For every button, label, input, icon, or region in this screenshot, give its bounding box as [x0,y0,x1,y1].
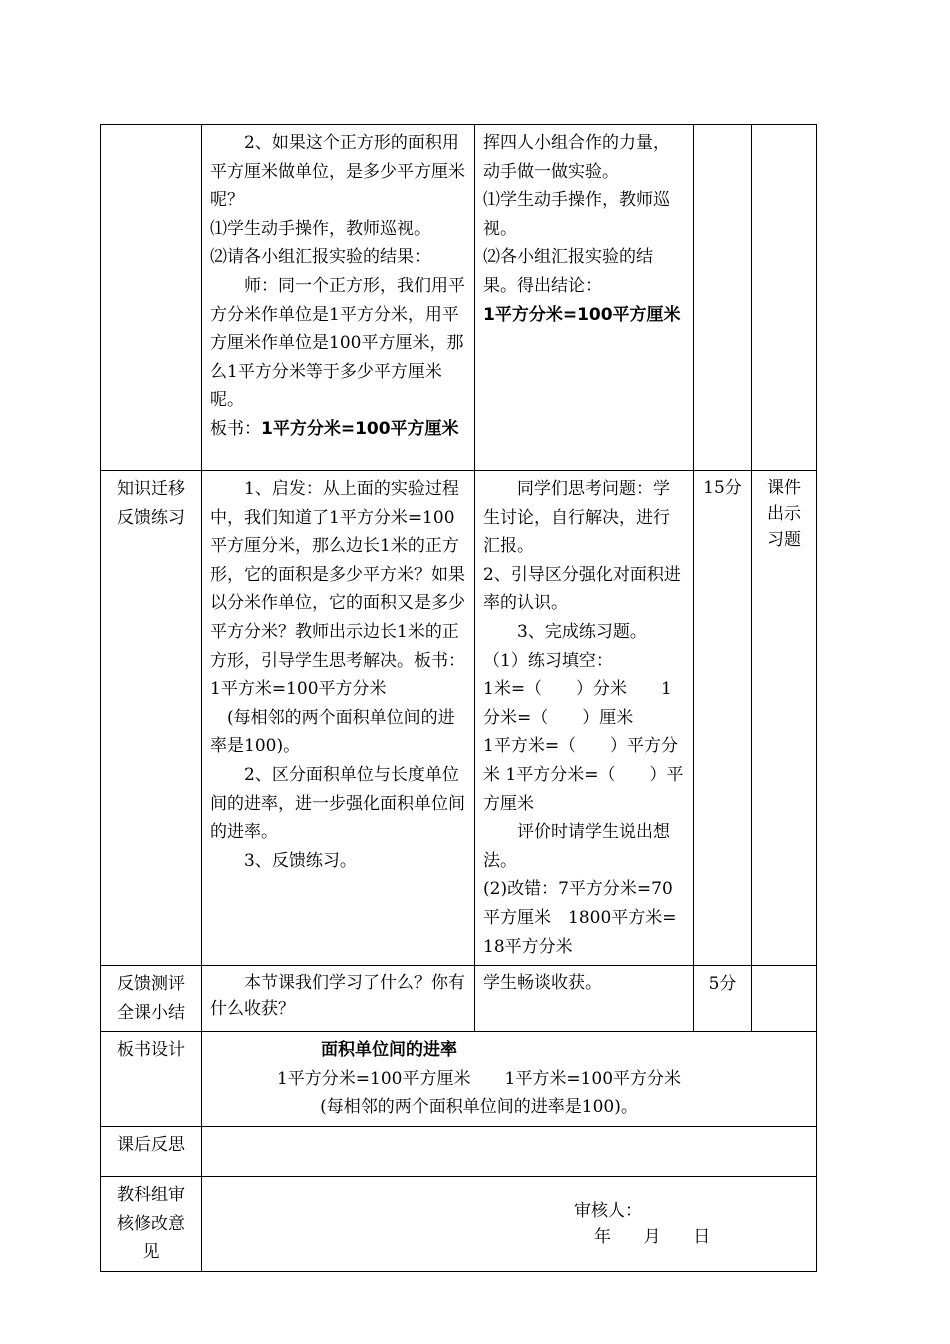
row-reflection [101,1127,817,1177]
student-text: 2、引导区分强化对面积进率的认识。 [483,564,681,614]
board-design-content [202,1032,817,1127]
row3-time: 5分 [694,966,752,1032]
review-content [202,1177,817,1272]
student-text: 挥四人小组合作的力量，动手做一做实验。 [483,133,670,182]
row-board-design [101,1032,817,1127]
board-eq2: 1平方米=100平方分米 [504,1068,682,1089]
student-text: 评价时请学生说出想法。 [483,822,670,871]
row1-label-cell [101,125,202,471]
row-summary [101,966,817,1032]
teacher-text: 2、区分面积单位与长度单位间的进率，进一步强化面积单位间的进率。 [210,764,465,843]
row-review [101,1177,817,1272]
teacher-text: 1、启发：从上面的实验过程中，我们知道了1平方分米=100平方厘分米，那么边长1米的正方形，它的面积是多少平方米？如果以分米作单位，它的面积又是多少平方分米？教师出示边长1米的正方形，引导学生思考解决。板书：1平方米=100平方分米 [210,479,465,700]
reviewer-label: 审核人： [574,1201,642,1222]
board-eq1: 1平方分米=100平方厘米 [276,1068,471,1089]
student-text: ⑵各小组汇报实验的结果。得出结论： [483,247,653,296]
row2-student-activity [475,471,694,966]
board-note: (每相邻的两个面积单位间的进率是100)。 [320,1097,638,1118]
row6-label: 教科组审核修改意见 [101,1177,202,1272]
board-line [210,415,466,444]
teacher-text: 2、如果这个正方形的面积用平方厘米做单位，是多少平方厘米呢？ [210,133,465,211]
student-conclusion: 1平方分米=100平方厘米 [483,304,681,325]
board-equations [150,1065,808,1094]
student-text: ⑴学生动手操作，教师巡视。 [483,190,670,239]
exercise-text: 1米=（ ）分米 1分米=（ ）厘米 [483,679,672,728]
teacher-text: (每相邻的两个面积单位间的进率是100)。 [210,707,455,757]
student-text: （1）练习填空： [483,650,613,671]
lesson-plan-table [100,124,817,1272]
row3-media-cell [752,966,817,1032]
board-title: 面积单位间的进率 [321,1040,457,1061]
review-signature-area [202,1177,816,1248]
teacher-text: 师：同一个正方形，我们用平方分米作单位是1平方分米，用平方厘米作单位是100平方厘米，那么1平方分米等于多少平方厘米呢。 [210,275,465,411]
reflection-content [202,1127,817,1177]
student-text: 同学们思考问题：学生讨论，自行解决，进行汇报。 [483,479,670,557]
row1-teacher-activity [202,125,475,471]
board-prefix: 板书： [210,418,261,439]
board-equation: 1平方分米=100平方厘米 [261,418,459,439]
row3-label: 反馈测评全课小结 [101,966,202,1032]
exercise-text: 1平方米=（ ）平方分米 1平方分米=（ ）平方厘米 [483,736,684,814]
row2-media: 课件出示习题 [752,471,817,966]
row2-teacher-activity [202,471,475,966]
row5-label: 课后反思 [101,1127,202,1177]
row4-label: 板书设计 [101,1032,202,1127]
row1-time-cell [694,125,752,471]
row3-teacher-activity: 本节课我们学习了什么？你有什么收获？ [202,966,475,1032]
row-knowledge-transfer [101,471,817,966]
exercise-text: (2)改错：7平方分米=70平方厘米 1800平方米=18平方分米 [483,879,677,957]
row1-student-activity [475,125,694,471]
teacher-text: ⑴学生动手操作，教师巡视。 [210,218,431,239]
review-date: 年 月 日 [594,1227,711,1248]
row3-student-activity: 学生畅谈收获。 [475,966,694,1032]
row1-media-cell [752,125,817,471]
teacher-text: 3、反馈练习。 [244,850,357,871]
row-experiment [101,125,817,471]
row2-time: 15分 [694,471,752,966]
student-text: 3、完成练习题。 [517,621,647,642]
teacher-text: ⑵请各小组汇报实验的结果： [210,247,431,268]
row2-label: 知识迁移反馈练习 [101,471,202,966]
